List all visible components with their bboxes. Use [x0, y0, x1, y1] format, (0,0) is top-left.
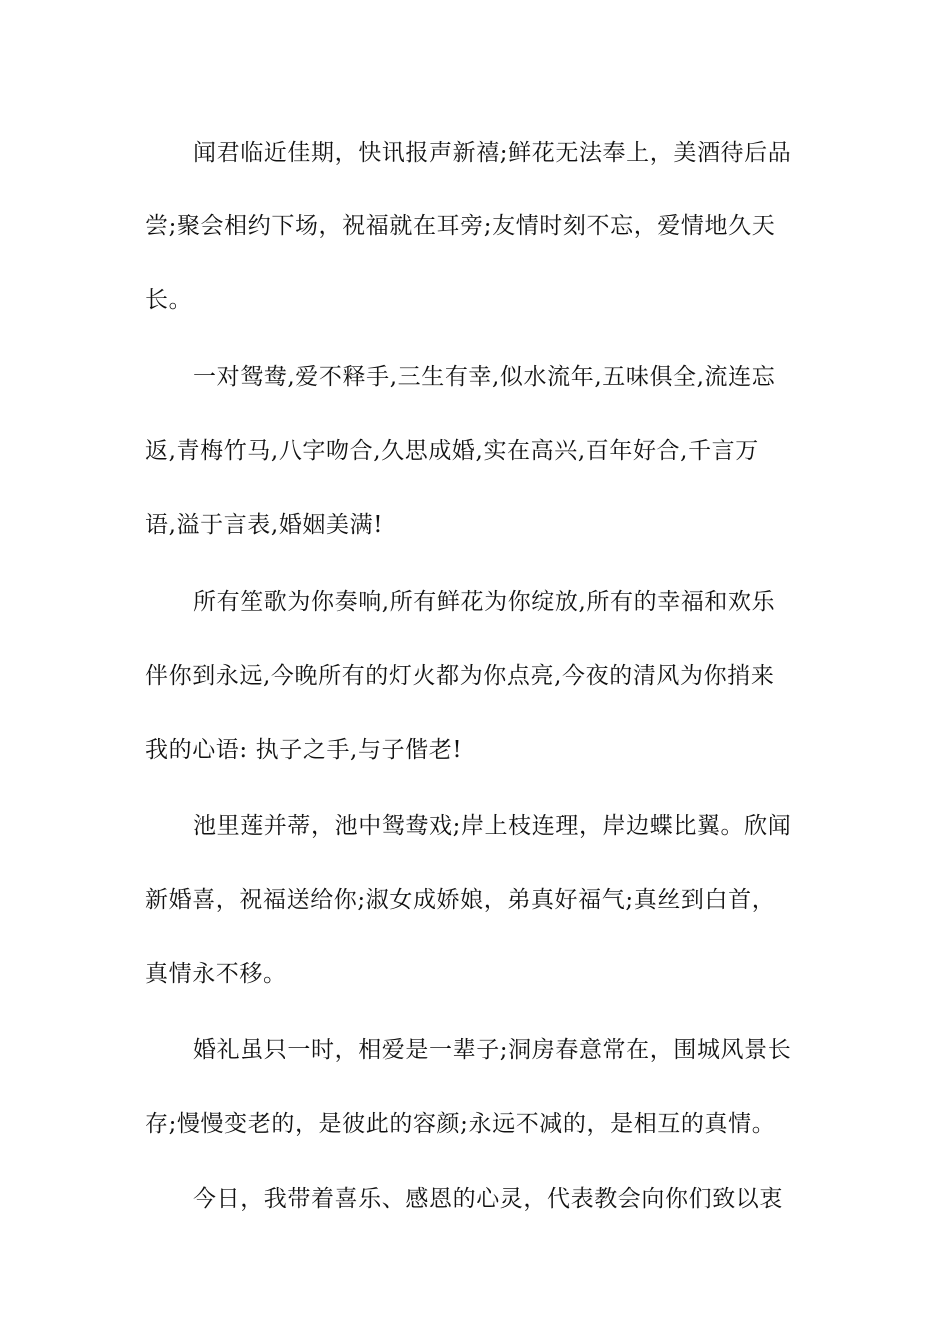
paragraph-1-line-3: 长。	[145, 287, 193, 313]
paragraph-1-line-2: 尝;聚会相约下场，祝福就在耳旁;友情时刻不忘，爱情地久天	[145, 213, 776, 239]
paragraph-2-line-1: 一对鸳鸯,爱不释手,三生有幸,似水流年,五味俱全,流连忘	[193, 364, 776, 390]
paragraph-4-line-1: 池里莲并蒂，池中鸳鸯戏;岸上枝连理，岸边蝶比翼。欣闻	[193, 813, 792, 839]
paragraph-1-line-1: 闻君临近佳期，快讯报声新禧;鲜花无法奉上，美酒待后品	[193, 140, 792, 166]
paragraph-2-line-2: 返,青梅竹马,八字吻合,久思成婚,实在高兴,百年好合,千言万	[145, 438, 759, 464]
paragraph-4-line-3: 真情永不移。	[145, 961, 287, 987]
paragraph-3-line-1: 所有笙歌为你奏响,所有鲜花为你绽放,所有的幸福和欢乐	[193, 589, 776, 615]
paragraph-5-line-2: 存;慢慢变老的，是彼此的容颜;永远不减的，是相互的真情。	[145, 1111, 776, 1137]
paragraph-4-line-2: 新婚喜，祝福送给你;淑女成娇娘，弟真好福气;真丝到白首，	[145, 887, 776, 913]
paragraph-6-line-1: 今日，我带着喜乐、感恩的心灵，代表教会向你们致以衷	[193, 1186, 783, 1212]
paragraph-3-line-3: 我的心语: 执子之手,与子偕老!	[145, 737, 463, 763]
paragraph-5-line-1: 婚礼虽只一时，相爱是一辈子;洞房春意常在，围城风景长	[193, 1037, 792, 1063]
paragraph-3-line-2: 伴你到永远,今晚所有的灯火都为你点亮,今夜的清风为你捎来	[145, 663, 775, 689]
paragraph-2-line-3: 语,溢于言表,婚姻美满!	[145, 512, 384, 538]
